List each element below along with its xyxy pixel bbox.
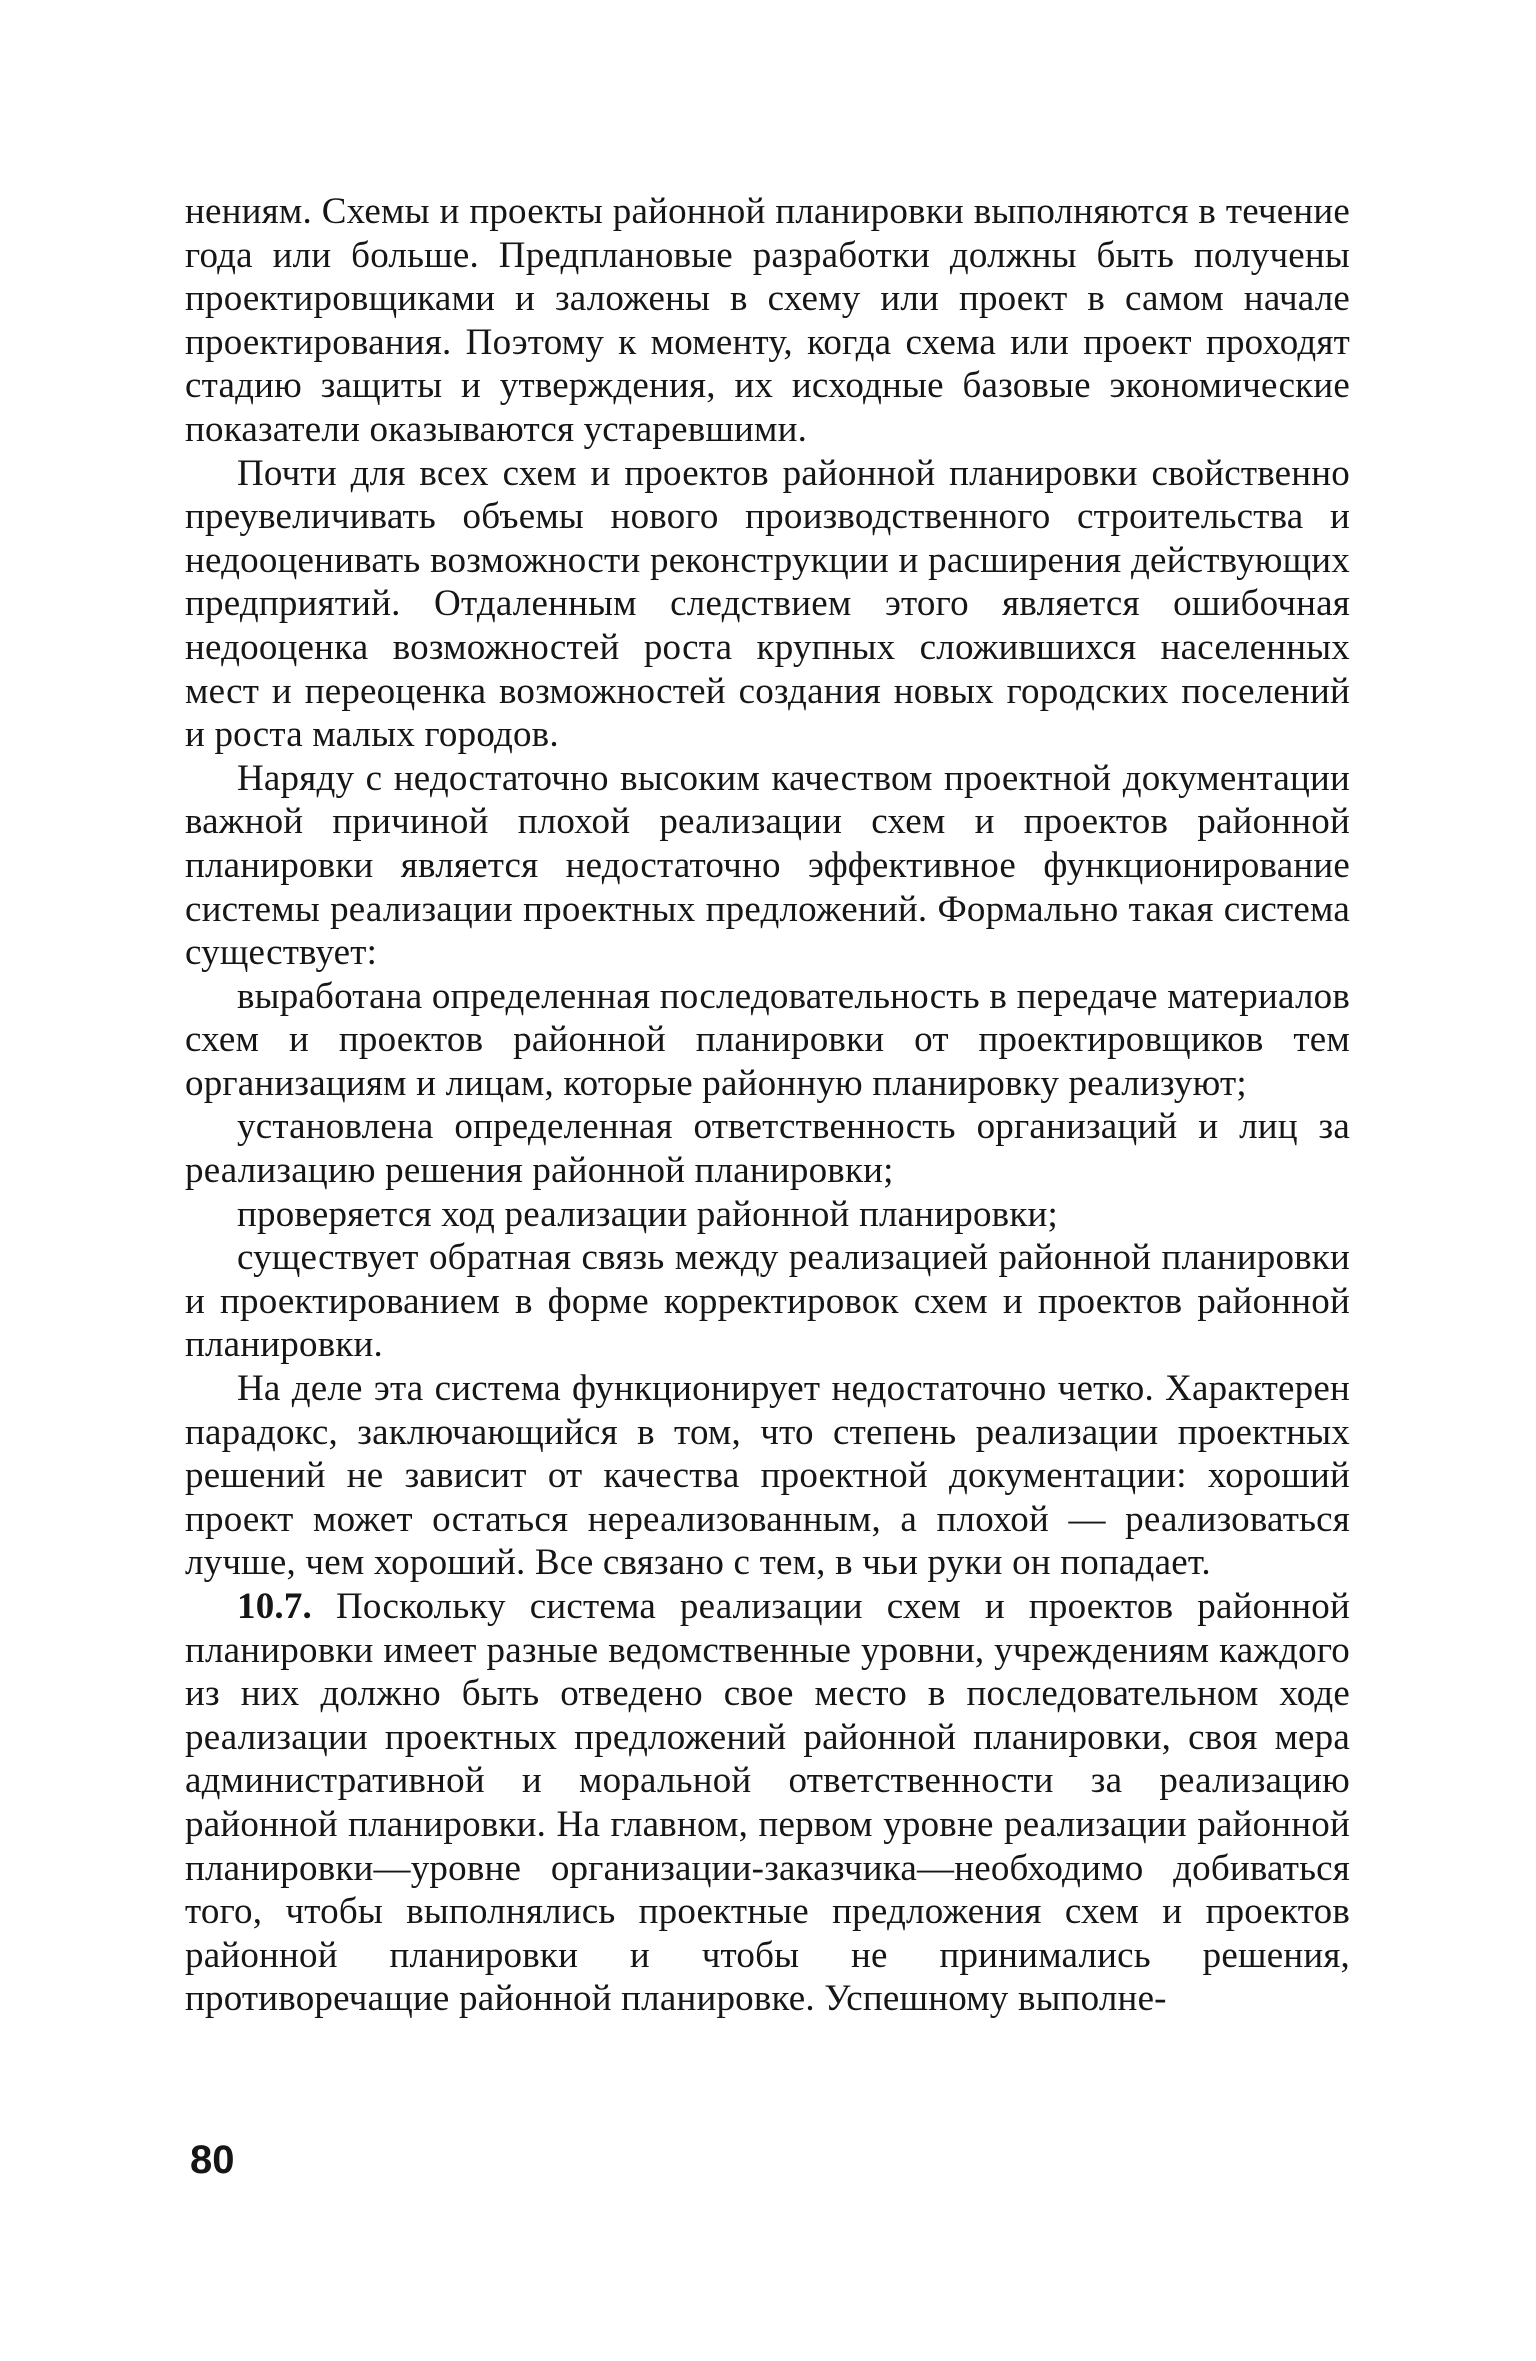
list-item: проверяется ход реализации районной планировки; <box>237 1193 1058 1235</box>
body-text <box>185 190 1350 2021</box>
paragraph: На деле эта система функционирует недостаточно четко. Характерен парадокс, заключающийся в том, что степень реализации проектных решений не зависит от качества проектной документации: хороший проект может остаться нереализованным, а плохой — реализоваться лучше, чем хороший. Все связано с тем, в чьи руки он попадает. <box>185 1368 1350 1584</box>
paragraph: Наряду с недостаточно высоким качеством проектной документации важной причиной плохой реализации схем и проектов районной планировки является недостаточно эффективное функционирование системы реализации проектных предложений. Формально такая система существует: <box>185 757 1350 974</box>
paragraph: Почти для всех схем и проектов районной планировки свойственно преувеличивать объемы нового производственного строительства и недооценивать возможности реконструкции и расширения действующих предприятий. Отдаленным следствием этого является ошибочная недооценка возможностей роста крупных сложившихся населенных мест и переоценка возможностей создания новых городских поселений и роста малых городов. <box>185 452 1350 756</box>
list-item: существует обратная связь между реализацией районной планировки и проектированием в форме корректировок схем и проектов районной планировки. <box>185 1237 1350 1366</box>
paragraph-continuation: нениям. Схемы и проекты районной планировки выполняются в течение года или больше. Предплановые разработки должны быть получены проектировщиками и заложены в схему или проект в самом начале проектирования. Поэтому к моменту, когда схема или проект проходят стадию защиты и утверждения, их исходные базовые экономические показатели оказываются устаревшими. <box>185 191 1350 450</box>
list-item: установлена определенная ответственность организаций и лиц за реализацию решения районной планировки; <box>185 1106 1350 1192</box>
section-number: 10.7. <box>237 1586 312 1627</box>
section-text: Поскольку система реализации схем и проектов районной планировки имеет разные ведомственные уровни, учреждениям каждого из них должно быть отведено свое место в последовательном ходе реализации проектных предложений районной планировки, своя мера административной и моральной ответственности за реализацию районной планировки. На главном, первом уровне реализации районной планировки—уровне организации-заказчика—необходимо добиваться того, чтобы выполнялись проектные предложения схем и проектов районной планировки и чтобы не принимались решения, противоречащие районной планировке. Успешному выполне- <box>185 1586 1350 2020</box>
list-item: выработана определенная последовательность в передаче материалов схем и проектов районной планировки от проектировщиков тем организациям и лицам, которые районную планировку реализуют; <box>185 975 1350 1104</box>
page-number: 80 <box>190 2138 235 2182</box>
section-paragraph <box>185 1585 1350 2021</box>
